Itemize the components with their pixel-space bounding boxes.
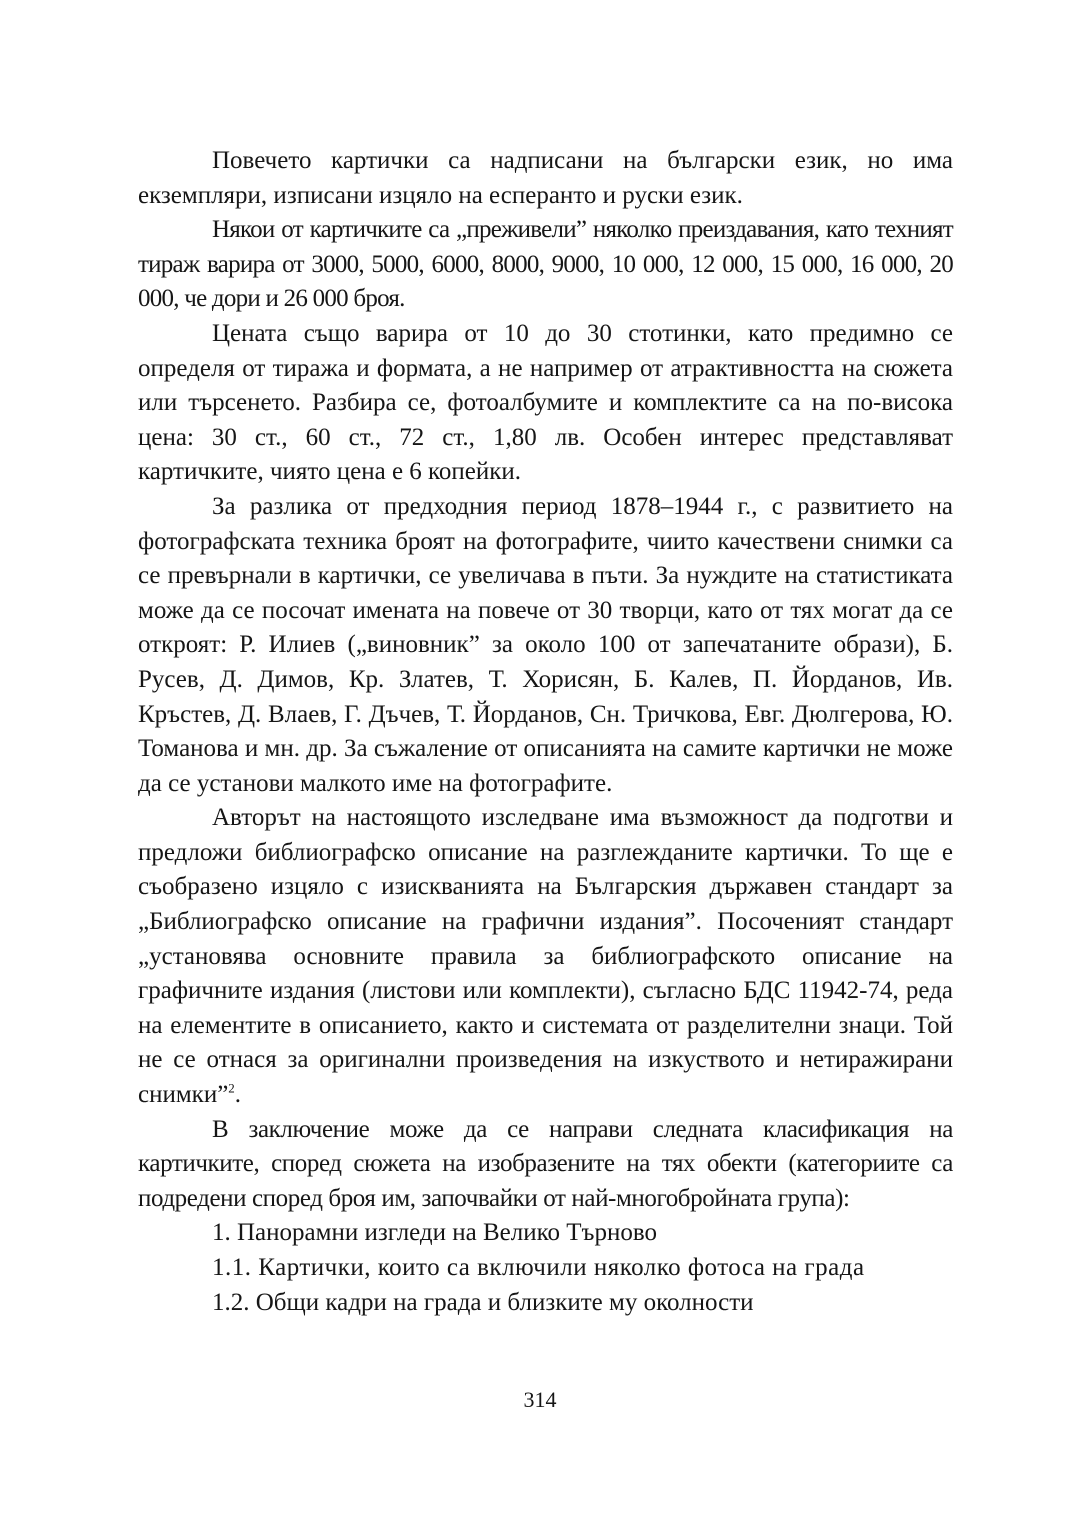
paragraph-price: Цената също варира от 10 до 30 стотинки, като предимно се определя от тиража и формата, а не например от атрактивността на сюжета или търсенето. Разбира се, фотоалбумите и комплектите са на по-висока цена: 30 ст., 60 ст., 72 ст., 1,80 лв. Особен интерес представляват картичките, чиято цена е 6 копейки. — [138, 319, 953, 486]
page-body — [138, 144, 953, 1320]
footnote-marker[interactable]: 2 — [228, 1080, 235, 1096]
paragraph-standard-text: Авторът на настоящото изследване има възможност да подготви и предложи библиографско описание на разглежданите картички. То ще е съобразено изцяло с изискванията на Българския държавен стандарт за „Библиографско описание на графични издания”. Посоченият стандарт „установява основните правила за библиографското описание на графичните издания (листови или комплекти), съгласно БДС 11942-74, реда на елементите в описанието, както и системата от разделителни знаци. Той не се отнася за оригинални произведения на изкуството и нетиражирани снимки” — [138, 804, 953, 1109]
page-number: 314 — [523, 1387, 557, 1412]
list-item: 1. Панорамни изгледи на Велико Търново — [212, 1219, 657, 1247]
paragraph-reprints: Някои от картичките са „преживели” няколко преиздавания, като техният тираж варира от 3000, 5000, 6000, 8000, 9000, 10 000, 12 000, 15 000, 16 000, 20 000, че дори и 26 000 броя. — [138, 216, 953, 313]
paragraph-photographers: За разлика от предходния период 1878–1944 г., с развитието на фотографската техника броят на фотографите, чиито качествени снимки са се превърнали в картички, се увеличава в пъти. За нуждите на статистиката може да се посочат имената на повече от 30 творци, като от тях могат да се откроят: Р. Илиев („виновник” за около 100 от запечатаните образи), Б. Русев, Д. Димов, Кр. Златев, Т. Хорисян, Б. Калев, П. Йорданов, Ив. Кръстев, Д. Влаев, Г. Дъчев, Т. Йорданов, Сн. Тричкова, Евг. Дюлгерова, Ю. Томанова и мн. др. За съжаление от описанията на самите картички не може да се установи малкото име на фотографите. — [138, 492, 953, 797]
paragraph-classification: В заключение може да се направи следната класификация на картичките, според сюжета на изобразените на тях обекти (категориите са подредени според броя им, започвайки от най-многобройната група): — [138, 1115, 953, 1212]
list-item: 1.2. Общи кадри на града и близките му околности — [212, 1288, 754, 1316]
list-item: 1.1. Картички, които са включили няколко фотоса на града — [212, 1254, 865, 1281]
paragraph-standard: Авторът на настоящото изследване има възможност да подготви и предложи библиографско описание на разглежданите картички. То ще е съобразено изцяло с изискванията на Българския държавен стандарт за „Библиографско описание на графични издания”. Посоченият стандарт „установява основните правила за библиографското описание на графичните издания (листови или комплекти), съгласно БДС 11942-74, реда на елементите в описанието, както и системата от разделителни знаци. Той не се отнася за оригинални произведения на изкуството и нетиражирани снимки”$^2$. — [138, 804, 953, 1109]
paragraph-languages: Повечето картички са надписани на български език, но има екземпляри, изписани изцяло на есперанто и руски език. — [138, 147, 953, 209]
